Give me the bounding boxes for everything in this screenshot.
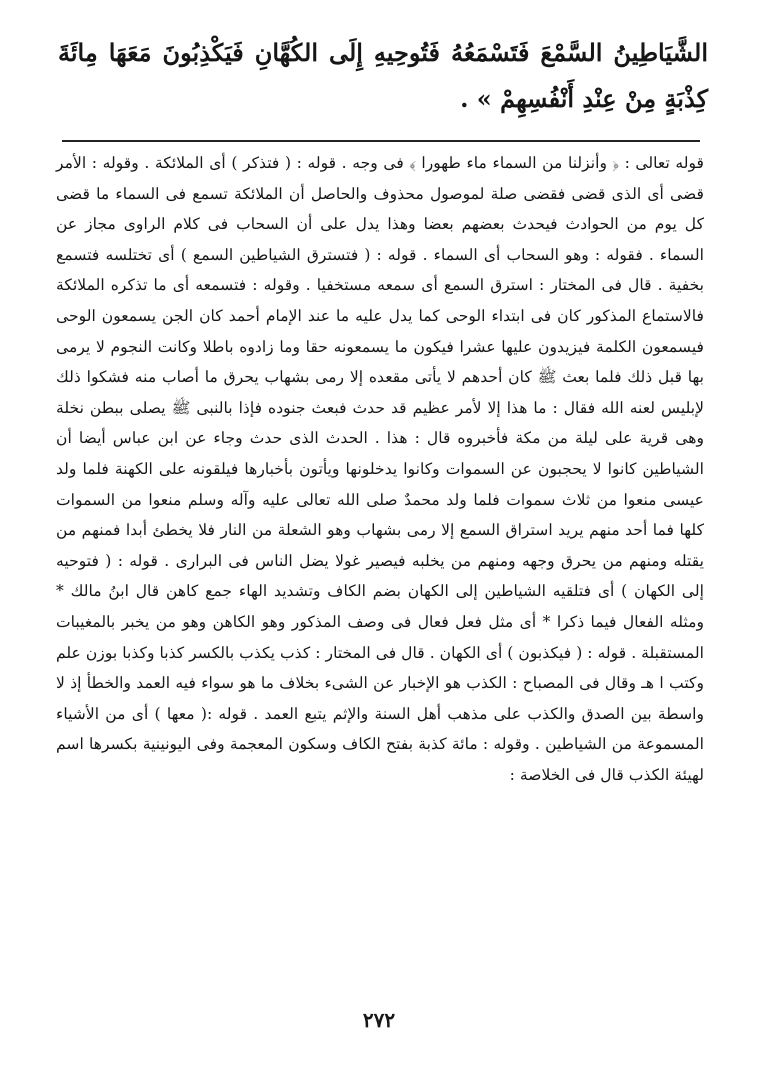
page-number: ٢٧٢ xyxy=(362,1008,396,1032)
hadith-text: الشَّيَاطِينُ السَّمْعَ فَتَسْمَعُهُ فَتُوحِيهِ إِلَى الكُهَّانِ فَيَكْذِبُونَ مَعَهَا مِائَةَ كِذْبَةٍ مِنْ عِنْدِ أَنْفُسِهِمْ » . xyxy=(58,38,708,113)
footnote-divider xyxy=(62,140,700,142)
commentary-text: قوله تعالى : ﴿ وأنزلنا من السماء ماء طهورا ﴾ فى وجه . قوله : ( فتذكر ) أى الملائكة . وقوله : الأمر قضى أى الذى قضى فقضى صلة لموصول محذوف والحاصل أن الملائكة تسمع فى السماء ما قضى كل يوم من الحوادث فيحدث بعضهم بعضا وهذا يدل على أن السحاب فى كلام الراوى مجاز عن السماء . فقوله : وهو السحاب أى السماء . قوله : ( فتسترق الشياطين السمع ) أى تختلسه فتسمع بخفية . قال فى المختار : استرق السمع أى سمعه مستخفيا . وقوله : فتسمعه أى ما تذكره الملائكة فالاستماع المذكور كان فى ابتداء الوحى كما يدل عليه ما عند الإمام أحمد كان الجن يسمعون الوحى فيسمعون الكلمة فيزيدون عليها عشرا فيكون ما يسمعونه حقا وما زادوه باطلا وكانت النجوم لا يرمى بها قبل ذلك فلما بعث ﷺ كان أحدهم لا يأتى مقعده إلا رمى بشهاب يحرق ما أصاب منه فشكوا ذلك لإبليس لعنه الله فقال : ما هذا إلا لأمر عظيم قد حدث فبعث جنوده فإذا بالنبى ﷺ يصلى ببطن نخلة وهى قرية على ليلة من مكة فأخبروه قال : هذا . الحدث الذى حدث وجاء عن ابن عباس أيضا أن الشياطين كانوا لا يحجبون عن السموات وكانوا يدخلونها ويأتون بأخبارها فيلقونه على الكهنة فلما ولد عيسى منعوا من ثلاث سموات فلما ولد محمدٌ صلى الله تعالى عليه وآله وسلم منعوا من السموات كلها فما أحد منهم يريد استراق السمع إلا رمى بشهاب وهو الشعلة من النار فلا يخطئ أبدا فمنهم من يقتله ومنهم من يحرق وجهه ومنهم من يخلبه فيصير غولا يضل الناس فى البرارى . قوله : ( فتوحيه إلى الكهان ) أى فتلقيه الشياطين إلى الكهان بضم الكاف وتشديد الهاء جمع كاهن قال ابنُ مالك * ومثله الفعال فيما ذكرا * أى مثل فعل فعال فى وصف المذكور وهو الكاهن وهو من يخبر بالمغيبات المستقبلة . قوله : ( فيكذبون ) أى الكهان . قال فى المختار : كذب يكذب بالكسر كذبا وكذبا بوزن علم وكتب ا هـ وقال فى المصباح : الكذب هو الإخبار عن الشىء بخلاف ما هو سواء فيه العمد والخطأ إذ لا واسطة بين الصدق والكذب على مذهب أهل السنة والإثم يتبع العمد . قوله :( معها ) أى من الأشياء المسموعة من الشياطين . وقوله : مائة كذبة بفتح الكاف وسكون المعجمة وفى اليونينية بكسرها اسم لهيئة الكذب قال فى الخلاصة : xyxy=(56,154,704,784)
